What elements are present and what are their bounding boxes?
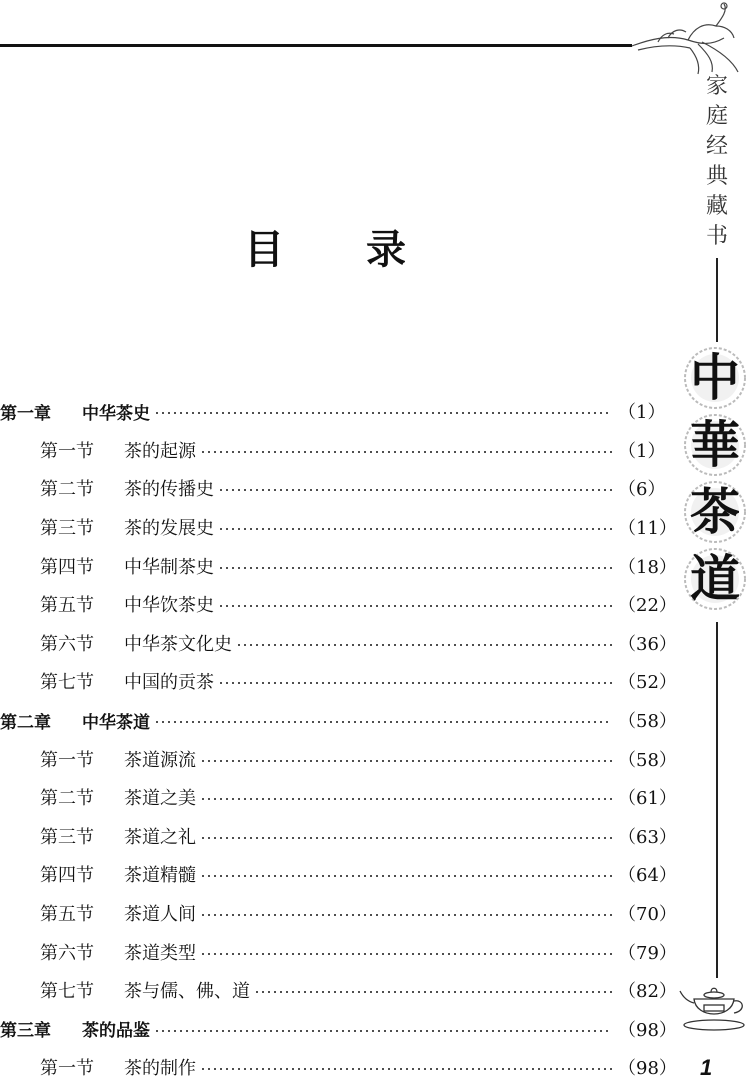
phoenix-ornament-icon xyxy=(628,0,750,76)
series-name xyxy=(702,72,732,252)
toc-row[interactable] xyxy=(0,701,677,740)
toc-page: （52） xyxy=(618,672,677,694)
toc-page: （18） xyxy=(618,556,677,578)
toc-row[interactable] xyxy=(0,894,677,933)
toc-leader xyxy=(200,1068,612,1070)
toc-row[interactable] xyxy=(0,392,666,431)
toc-title: 茶的传播史 xyxy=(124,479,214,501)
toc-leader xyxy=(236,644,612,646)
toc-title: 中华制茶史 xyxy=(124,556,214,578)
toc-number: 第三节 xyxy=(40,826,94,848)
book-title-column xyxy=(677,345,750,613)
toc-leader xyxy=(200,953,612,955)
toc-number: 第五节 xyxy=(40,904,94,926)
side-rule-lower xyxy=(716,622,718,978)
toc-row[interactable] xyxy=(0,778,677,817)
toc-leader xyxy=(200,798,612,800)
book-title-medallion xyxy=(681,546,749,612)
toc-title: 中华茶道 xyxy=(82,712,150,733)
toc-number: 第七节 xyxy=(40,672,94,694)
toc-number: 第三节 xyxy=(40,518,94,540)
toc-number: 第一章 xyxy=(0,403,51,424)
toc-page: （58） xyxy=(618,711,677,733)
toc-row[interactable] xyxy=(0,739,677,778)
toc-title: 中华饮茶史 xyxy=(124,595,214,617)
toc-title: 中华茶史 xyxy=(82,403,150,424)
toc-row[interactable] xyxy=(0,585,677,624)
toc-page: （64） xyxy=(618,865,677,887)
book-title-medallion xyxy=(681,345,749,411)
toc-page: （98） xyxy=(618,1058,677,1080)
toc-number: 第六节 xyxy=(40,942,94,964)
toc-number: 第五节 xyxy=(40,595,94,617)
toc-row[interactable] xyxy=(0,662,677,701)
toc-number: 第二节 xyxy=(40,788,94,810)
toc-page: （82） xyxy=(618,981,677,1003)
toc-row[interactable] xyxy=(0,624,677,663)
toc-page: （1） xyxy=(618,440,666,462)
toc-row[interactable] xyxy=(0,508,677,547)
toc-number: 第三章 xyxy=(0,1021,51,1042)
toc-title: 中华茶文化史 xyxy=(124,633,232,655)
page-title-left: 目 xyxy=(244,227,284,273)
toc-title: 茶道类型 xyxy=(124,942,196,964)
page-number: 1 xyxy=(700,1055,713,1080)
book-title-char: 道 xyxy=(690,549,740,608)
toc-leader xyxy=(218,567,612,569)
toc-row[interactable] xyxy=(0,971,677,1010)
toc-leader xyxy=(154,1030,612,1032)
page-title-right: 录 xyxy=(366,227,406,273)
toc-leader xyxy=(154,721,612,723)
series-char: 书 xyxy=(705,224,728,249)
toc-number: 第二节 xyxy=(40,479,94,501)
book-title-medallion xyxy=(681,479,749,545)
toc-page: （58） xyxy=(618,749,677,771)
book-title-char: 茶 xyxy=(690,482,740,541)
toc-page: （61） xyxy=(618,788,677,810)
toc-row[interactable] xyxy=(0,855,677,894)
toc-title: 茶道之美 xyxy=(124,788,196,810)
book-title-medallion xyxy=(681,412,749,478)
toc-row[interactable] xyxy=(0,431,666,470)
toc-page: （22） xyxy=(618,595,677,617)
toc-title: 中国的贡茶 xyxy=(124,672,214,694)
toc-title: 茶的制作 xyxy=(124,1058,196,1080)
toc-leader xyxy=(200,914,612,916)
toc-page: （36） xyxy=(618,633,677,655)
toc-leader xyxy=(154,412,612,414)
toc-number: 第四节 xyxy=(40,556,94,578)
toc-title: 茶道源流 xyxy=(124,749,196,771)
series-char: 庭 xyxy=(705,104,728,129)
toc-title: 茶道之礼 xyxy=(124,826,196,848)
toc-page: （11） xyxy=(618,518,677,540)
toc-number: 第一节 xyxy=(40,1058,94,1080)
toc-leader xyxy=(200,875,612,877)
toc-number: 第七节 xyxy=(40,981,94,1003)
toc-leader xyxy=(218,682,612,684)
toc-leader xyxy=(200,837,612,839)
top-rule xyxy=(0,44,632,47)
toc-row[interactable] xyxy=(0,1048,677,1087)
toc-page: （79） xyxy=(618,942,677,964)
series-char: 典 xyxy=(705,164,728,189)
table-of-contents xyxy=(0,392,677,1087)
toc-leader xyxy=(254,991,612,993)
toc-leader xyxy=(218,528,612,530)
toc-leader xyxy=(200,760,612,762)
toc-page: （63） xyxy=(618,826,677,848)
toc-title: 茶的起源 xyxy=(124,440,196,462)
toc-row[interactable] xyxy=(0,932,677,971)
book-title-char: 中 xyxy=(690,348,740,407)
series-char: 藏 xyxy=(705,194,728,219)
series-char: 家 xyxy=(705,74,728,99)
book-title-char: 華 xyxy=(690,415,740,474)
toc-title: 茶与儒、佛、道 xyxy=(124,981,250,1003)
toc-row[interactable] xyxy=(0,1010,677,1049)
toc-page: （70） xyxy=(618,904,677,926)
toc-row[interactable] xyxy=(0,469,666,508)
toc-row[interactable] xyxy=(0,817,677,856)
toc-title: 茶道人间 xyxy=(124,904,196,926)
series-char: 经 xyxy=(705,134,728,159)
toc-row[interactable] xyxy=(0,546,677,585)
toc-title: 茶道精髓 xyxy=(124,865,196,887)
toc-title: 茶的品鉴 xyxy=(82,1021,150,1042)
teapot-icon xyxy=(678,975,748,1035)
toc-page: （6） xyxy=(618,479,666,501)
toc-page: （1） xyxy=(618,402,666,424)
toc-leader xyxy=(218,605,612,607)
toc-leader xyxy=(200,451,612,453)
toc-title: 茶的发展史 xyxy=(124,518,214,540)
toc-page: （98） xyxy=(618,1019,677,1041)
toc-number: 第一节 xyxy=(40,749,94,771)
toc-number: 第二章 xyxy=(0,712,51,733)
toc-number: 第四节 xyxy=(40,865,94,887)
side-rule-upper xyxy=(716,258,718,342)
toc-number: 第一节 xyxy=(40,440,94,462)
toc-leader xyxy=(218,489,612,491)
toc-number: 第六节 xyxy=(40,633,94,655)
